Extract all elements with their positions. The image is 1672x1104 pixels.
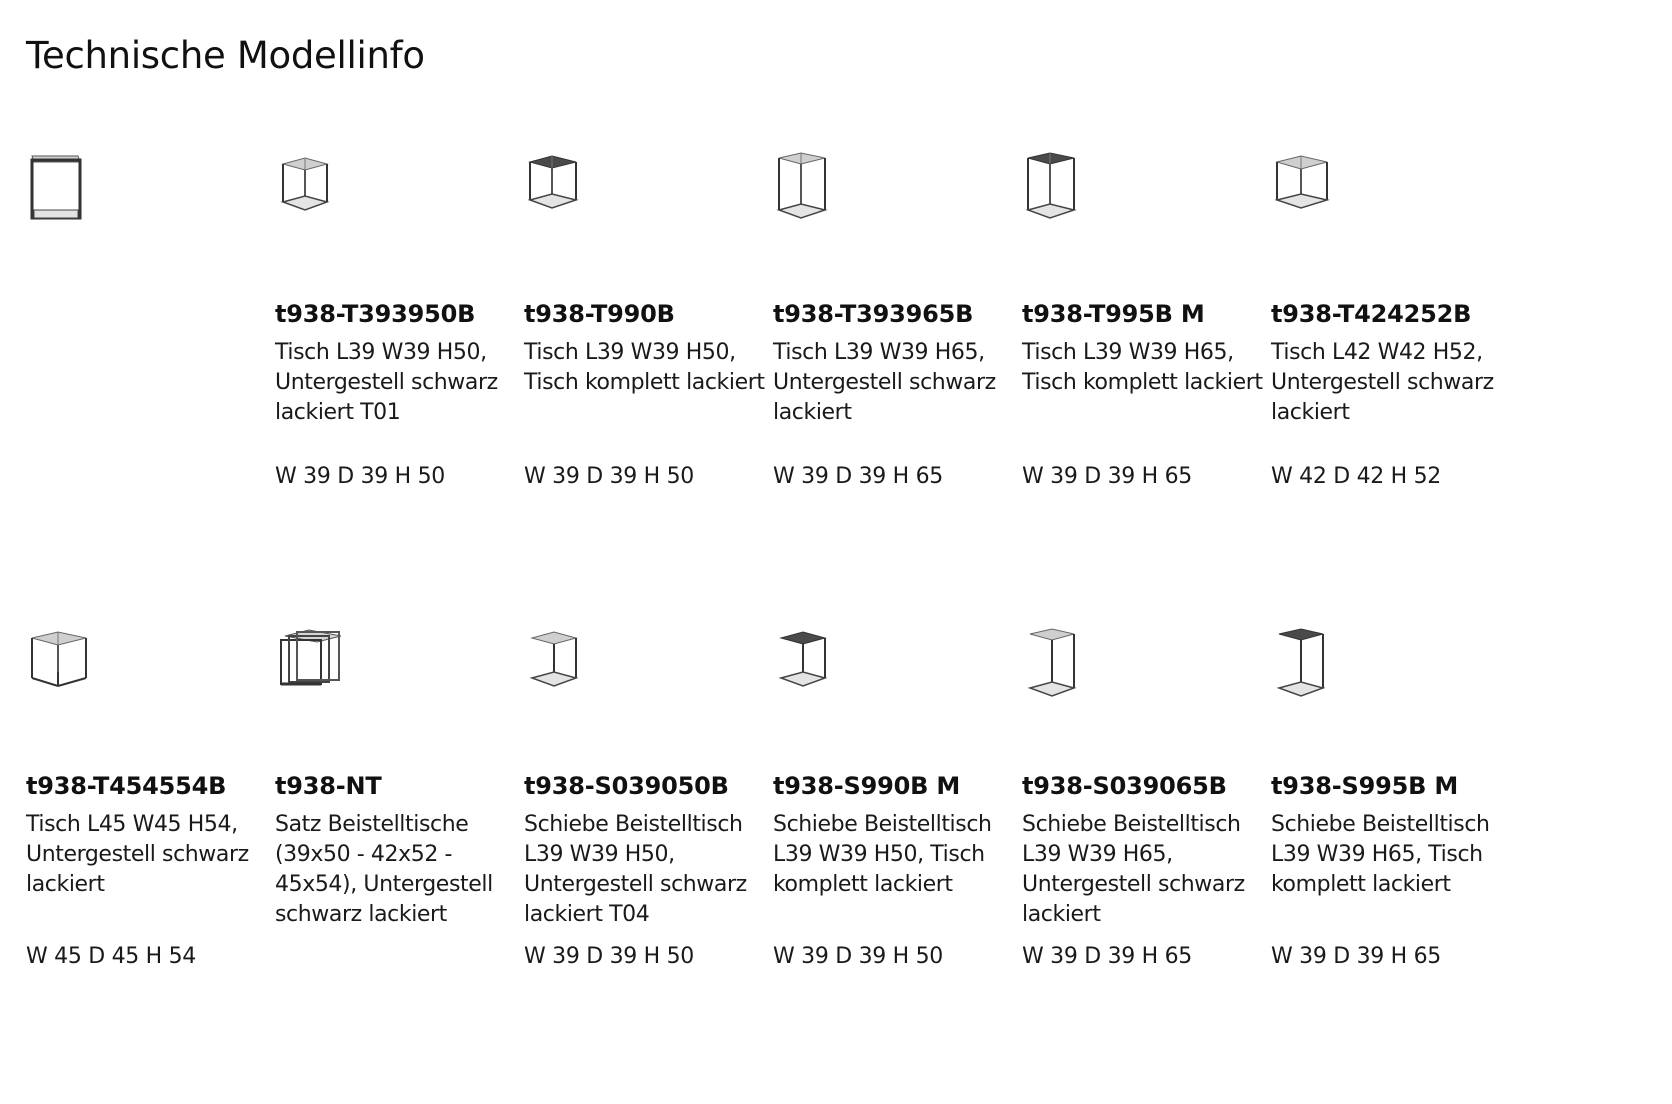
side-table-dark-top-icon bbox=[524, 152, 614, 242]
product-card[interactable] bbox=[524, 628, 786, 1088]
product-row bbox=[26, 628, 1646, 1104]
product-card[interactable] bbox=[275, 152, 537, 612]
product-card[interactable] bbox=[275, 628, 537, 1088]
product-description: Tisch L39 W39 H65, Untergestell schwarz lackiert bbox=[773, 340, 996, 425]
product-dimensions: W 39 D 39 H 65 bbox=[1271, 944, 1441, 969]
product-description: Tisch L42 W42 H52, Untergestell schwarz lackiert bbox=[1271, 340, 1494, 425]
product-card[interactable] bbox=[26, 152, 288, 612]
product-card[interactable] bbox=[1271, 628, 1533, 1088]
product-description: Tisch L45 W45 H54, Untergestell schwarz lackiert bbox=[26, 812, 249, 897]
product-dimensions: W 45 D 45 H 54 bbox=[26, 944, 196, 969]
product-description: Tisch L39 W39 H65, Tisch komplett lackiert bbox=[1022, 340, 1263, 395]
product-grid bbox=[26, 152, 1646, 1104]
product-name: t938-S995B M bbox=[1271, 772, 1459, 800]
product-description: Schiebe Beistelltisch L39 W39 H65, Untergestell schwarz lackiert bbox=[1022, 812, 1245, 927]
product-card[interactable] bbox=[26, 628, 288, 1088]
cube-table-icon bbox=[26, 152, 116, 242]
tall-c-table-light-top-icon bbox=[1022, 628, 1112, 718]
product-name: t938-T424252B bbox=[1271, 300, 1472, 328]
product-row bbox=[26, 152, 1646, 628]
product-description: Tisch L39 W39 H50, Tisch komplett lackiert bbox=[524, 340, 765, 395]
product-name: t938-S039065B bbox=[1022, 772, 1227, 800]
c-table-light-top-icon bbox=[524, 628, 614, 718]
product-dimensions: W 42 D 42 H 52 bbox=[1271, 464, 1441, 489]
side-table-light-top-icon bbox=[1271, 152, 1361, 242]
product-description: Schiebe Beistelltisch L39 W39 H50, Untergestell schwarz lackiert T04 bbox=[524, 812, 747, 927]
product-card[interactable] bbox=[1022, 628, 1284, 1088]
product-dimensions: W 39 D 39 H 50 bbox=[275, 464, 445, 489]
product-name: t938-T990B bbox=[524, 300, 675, 328]
page-title: Technische Modellinfo bbox=[26, 34, 425, 77]
product-dimensions: W 39 D 39 H 50 bbox=[524, 944, 694, 969]
tall-table-dark-top-icon bbox=[1022, 152, 1112, 242]
product-card[interactable] bbox=[1022, 152, 1284, 612]
product-dimensions: W 39 D 39 H 50 bbox=[524, 464, 694, 489]
product-dimensions: W 39 D 39 H 65 bbox=[1022, 464, 1192, 489]
product-name: t938-T393950B bbox=[275, 300, 476, 328]
product-name: t938-T454554B bbox=[26, 772, 227, 800]
product-dimensions: W 39 D 39 H 65 bbox=[773, 464, 943, 489]
product-description: Schiebe Beistelltisch L39 W39 H65, Tisch komplett lackiert bbox=[1271, 812, 1490, 897]
product-dimensions: W 39 D 39 H 50 bbox=[773, 944, 943, 969]
product-description: Tisch L39 W39 H50, Untergestell schwarz lackiert T01 bbox=[275, 340, 498, 425]
product-card[interactable] bbox=[773, 152, 1035, 612]
product-dimensions: W 39 D 39 H 65 bbox=[1022, 944, 1192, 969]
product-description: Satz Beistelltische (39x50 - 42x52 - 45x54), Untergestell schwarz lackiert bbox=[275, 812, 493, 927]
nesting-tables-icon bbox=[275, 628, 365, 718]
c-table-dark-top-icon bbox=[773, 628, 863, 718]
product-card[interactable] bbox=[1271, 152, 1533, 612]
product-name: t938-S990B M bbox=[773, 772, 961, 800]
wide-table-light-top-icon bbox=[26, 628, 116, 718]
product-card[interactable] bbox=[524, 152, 786, 612]
product-name: t938-T995B M bbox=[1022, 300, 1205, 328]
product-name: t938-T393965B bbox=[773, 300, 974, 328]
product-name: t938-NT bbox=[275, 772, 382, 800]
product-description: Schiebe Beistelltisch L39 W39 H50, Tisch komplett lackiert bbox=[773, 812, 992, 897]
tall-table-light-top-icon bbox=[773, 152, 863, 242]
product-name: t938-S039050B bbox=[524, 772, 729, 800]
tall-c-table-dark-top-icon bbox=[1271, 628, 1361, 718]
side-table-light-top-icon bbox=[275, 152, 365, 242]
product-card[interactable] bbox=[773, 628, 1035, 1088]
